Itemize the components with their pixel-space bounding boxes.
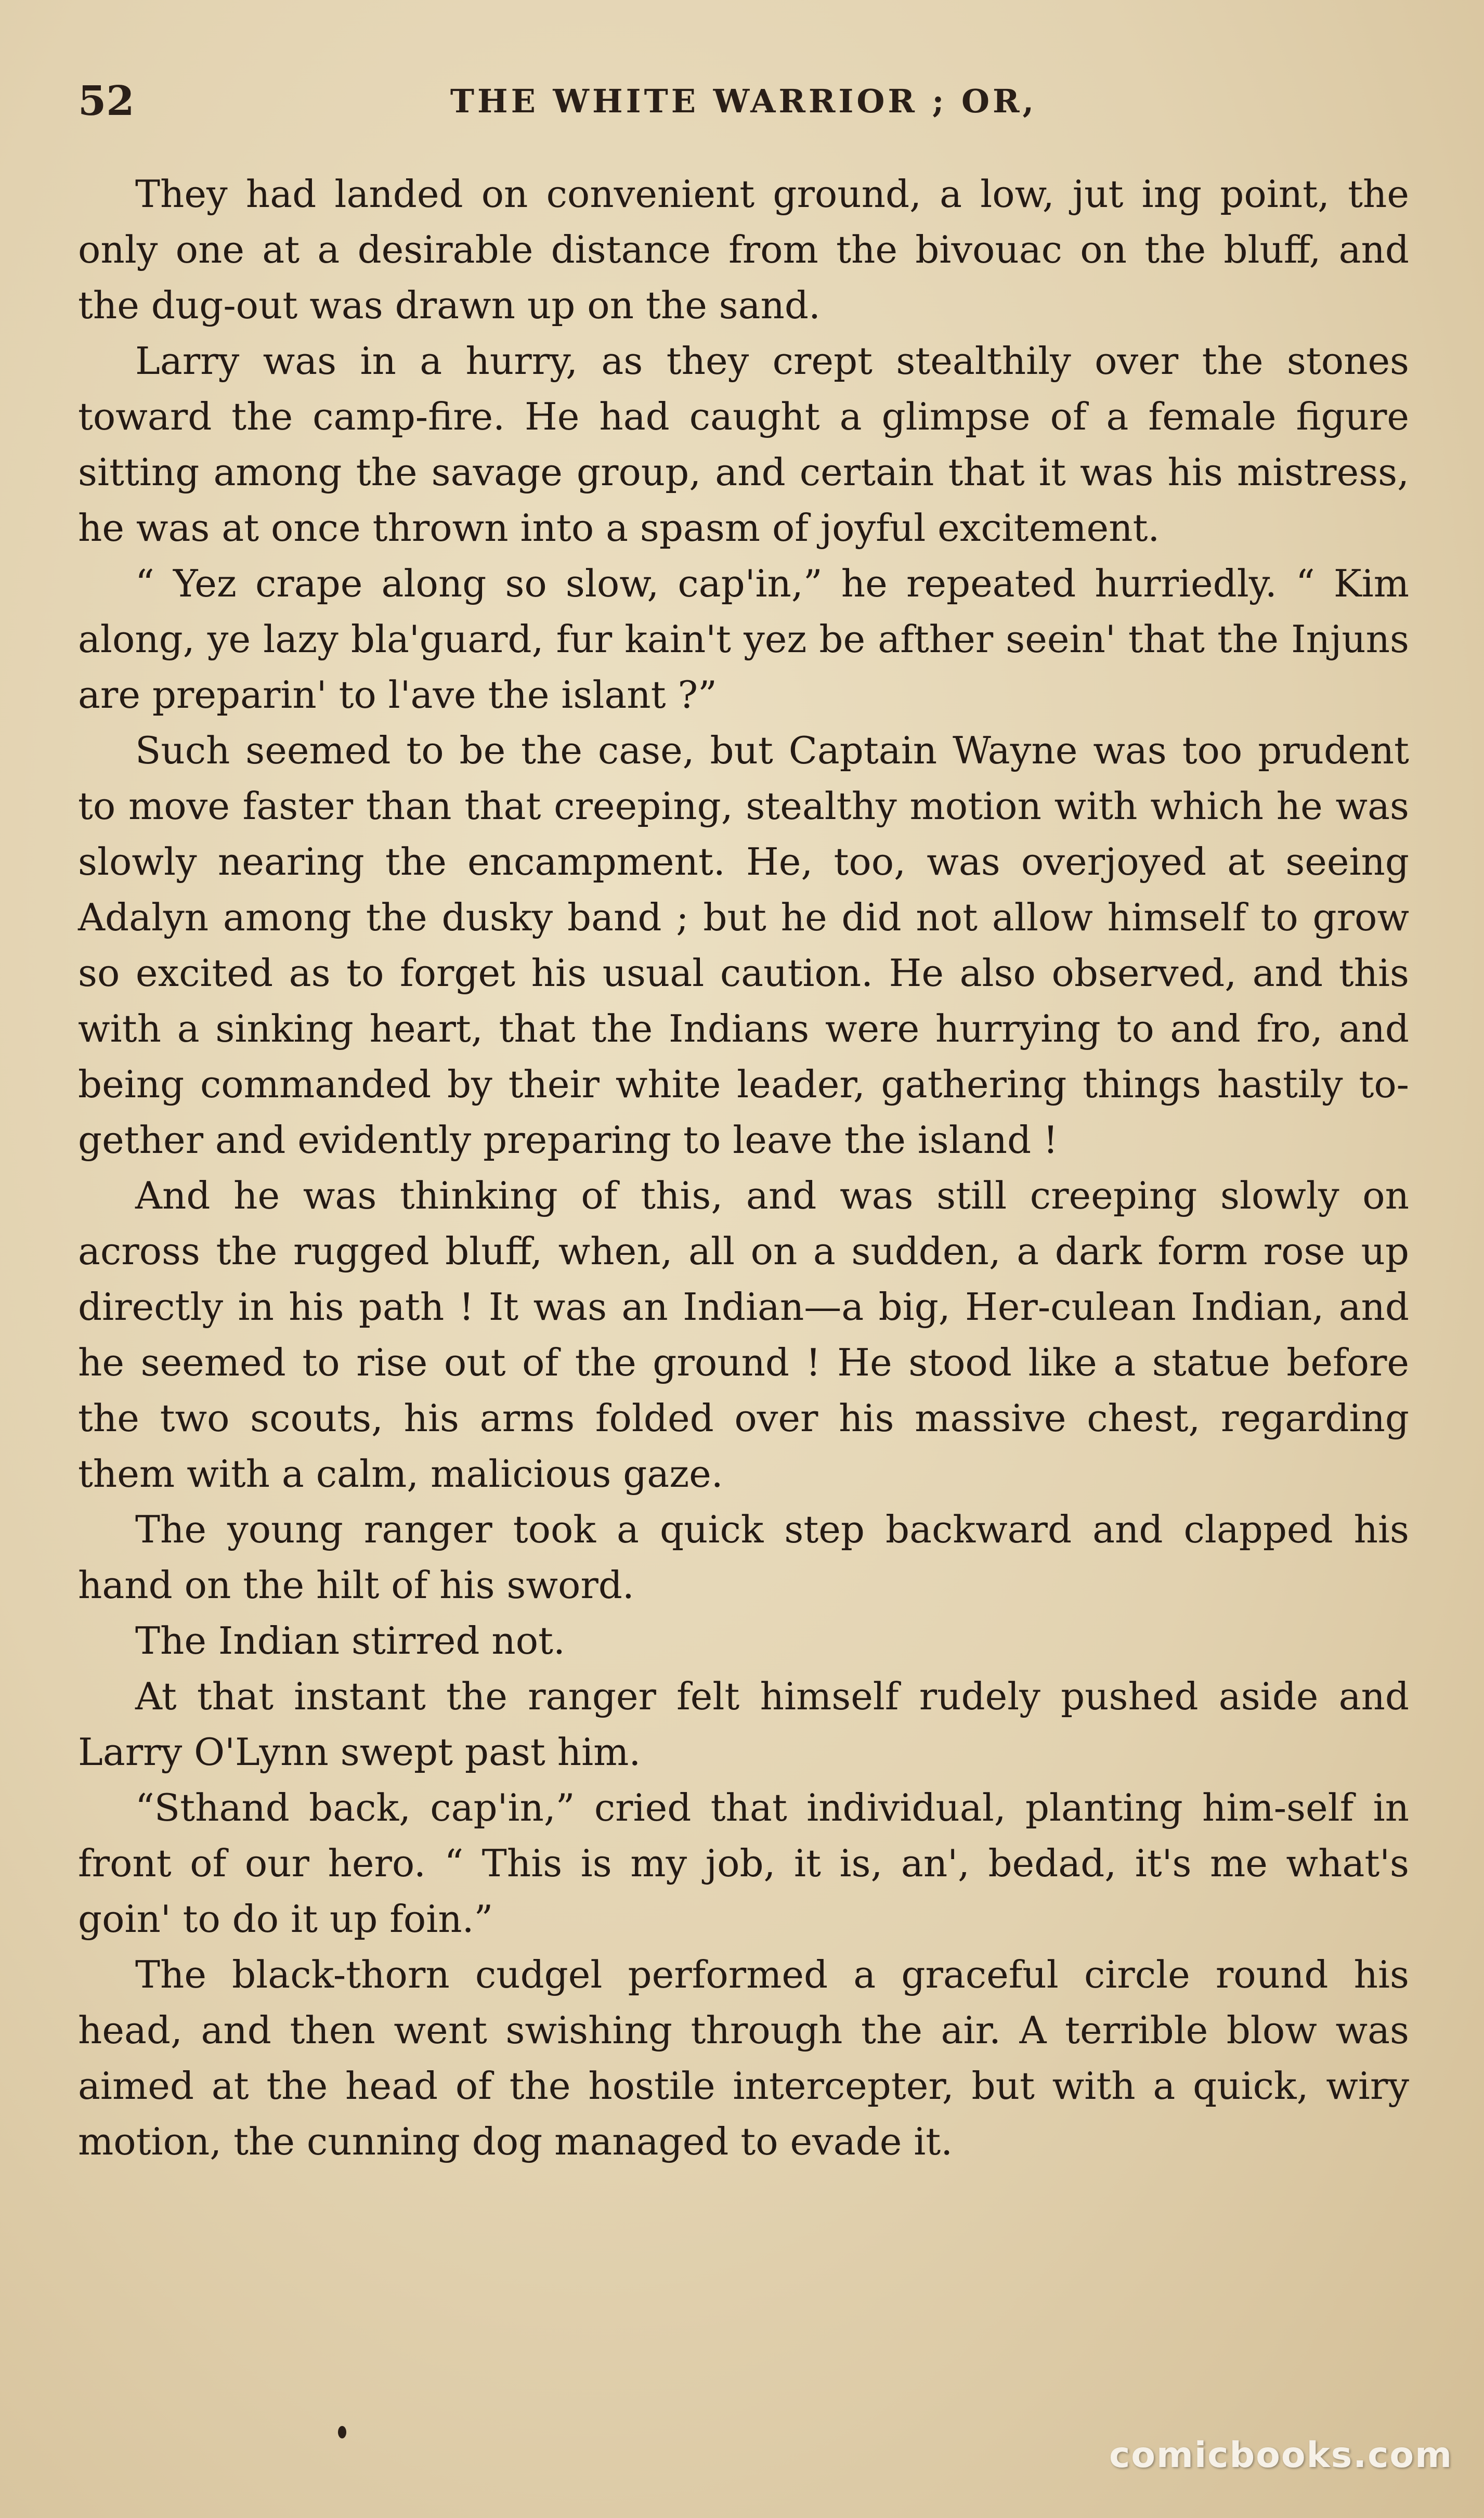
paragraph: They had landed on convenient ground, a low, jut ing point, the only one at a desirable distance from the bivouac on the bluff, and the dug-out was drawn up on the sand. — [78, 172, 1409, 327]
page-number: 52 — [78, 77, 135, 125]
page-header — [78, 73, 1409, 130]
paragraph: At that instant the ranger felt himself rudely pushed aside and Larry O'Lynn swept past him. — [78, 1675, 1409, 1774]
body-text — [78, 166, 1409, 2170]
paragraph: The black-thorn cudgel performed a graceful circle round his head, and then went swishing through the air. A terrible blow was aimed at the head of the hostile intercepter, but with a quick, wiry motion, the cunning dog managed to evade it. — [78, 1953, 1409, 2163]
paragraph: Larry was in a hurry, as they crept stealthily over the stones toward the camp-fire. He had caught a glimpse of a female figure sitting among the savage group, and certain that it was his mistress, he was at once thrown into a spasm of joyful excitement. — [78, 339, 1409, 550]
running-head: THE WHITE WARRIOR ; OR, — [450, 82, 1037, 120]
paragraph: The young ranger took a quick step backward and clapped his hand on the hilt of his sword. — [78, 1508, 1409, 1607]
watermark: comicbooks.com — [1109, 2435, 1453, 2476]
paragraph: “ Yez crape along so slow, cap'in,” he repeated hurriedly. “ Kim along, ye lazy bla'guard, fur kain't yez be afther seein' that the Injuns are preparin' to l'ave the islant ?” — [78, 562, 1409, 717]
paragraph: “Sthand back, cap'in,” cried that individual, planting him-self in front of our hero. “ This is my job, it is, an', bedad, it's me what's goin' to do it up foin.” — [78, 1786, 1409, 1941]
paragraph: And he was thinking of this, and was still creeping slowly on across the rugged bluff, when, all on a sudden, a dark form rose up directly in his path ! It was an Indian—a big, Her-culean Indian, and he seemed to rise out of the ground ! He stood like a statue before the two scouts, his arms folded over his massive chest, regarding them with a calm, malicious gaze. — [78, 1174, 1409, 1496]
paragraph: Such seemed to be the case, but Captain Wayne was too prudent to move faster than that creeping, stealthy motion with which he was slowly nearing the encampment. He, too, was overjoyed at seeing Adalyn among the dusky band ; but he did not allow himself to grow so excited as to forget his usual caution. He also observed, and this with a sinking heart, that the Indians were hurrying to and fro, and being commanded by their white leader, gathering things hastily to-gether and evidently preparing to leave the island ! — [78, 729, 1409, 1162]
ink-speck — [338, 2426, 346, 2438]
paragraph: The Indian stirred not. — [135, 1619, 565, 1663]
